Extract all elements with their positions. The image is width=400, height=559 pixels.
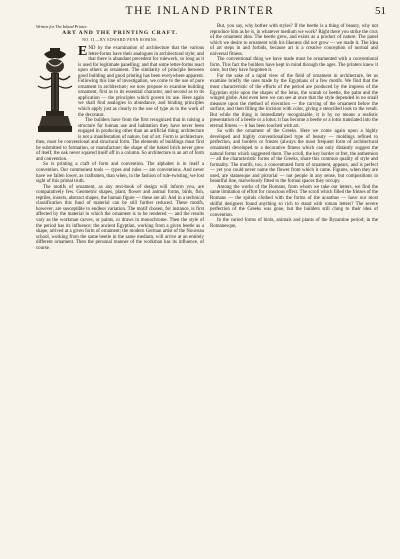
paragraph-text: ND by the examination of architecture that the various letter-forms have their analogues in architectural style; and that there is abundant precedent for rulework, so long as it is used for legitimate panelling; and that some letter-forms react upon others as ornament. The similarity of principle between good building and good printing has been everywhere apparent. Following this line of investigation, we come to the use of pure ornament in architecture; we now propose to examine building ornament, first as to its essential character, and second as to its application — the principles which govern its use. Here again we shall find analogies in abundance, and binding principles which apply just as clearly to the use of type as to the work of the decorator.: [78, 46, 204, 118]
paragraph: So with the ornament of the Greeks. Here we come again upon a highly developed and highly conventionalized type of beauty — moldings refined to perfection, and borders or friezes (always the most frequent form of architectural ornament) developed to a decorative fitness which can only distantly suggest the natural forms which suggested them. The scroll, the key border or fret, the anthemion — all the characteristic forms of the Greeks, share this common quality of style and formality. The motifs, too, a concentrated form of ornament, appears, and is perfect — yet you could never name the flower from which it came. Figures, when they are used, are statuesque and pictorial — not people in any sense, but compositions in beautiful line, marvelously fitted to the formal spaces they occupy.: [210, 129, 378, 185]
running-head: [0, 5, 400, 21]
paragraph: For the sake of a rapid view of the field of ornament in architecture, let us examine briefly the uses made by the Egyptians of a few motifs. We find that the most characteristic of the efforts of the period are produced by the impress of the Egyptian style upon the shapes of the lotus, the scarab or beetle, the palm and the winged globe. And even here we can see at once that the style depended in no small measure upon the method of execution — the carving of the ornament below the surface, and then filling the incision with color, giving a stencilled look to the result. But while the thing is immediately recognizable, it is by no means a realistic presentation of a beetle or a lotus; it has become a beetle or a lotus translated into the eternal fitness — it has been touched with art.: [210, 73, 378, 129]
paragraph: But, you say, why bother with styles? If the beetle is a thing of beauty, why not reproduce him as he is, in whatever medium we work? Right there you strike the crux of the ornament idea. The beetle grew, and exists as a product of nature. The panel which we desire to ornament with his likeness did not grow — we made it. The idea of art steps in and forbids, because art is a creative conception of normal and universal fitness.: [210, 24, 378, 57]
decorative-column-ornament-icon: [36, 46, 74, 136]
right-column: [210, 24, 378, 229]
author-line: NO. II.—BY EDWARD PENN ROBINS.: [82, 38, 158, 42]
paragraph: So is printing a craft of form and convention. The alphabet is in itself a convention. Our commonest tools — types and rules — are conventions. And never have we fallen lower, as craftsmen, than when, in the fashion of rule-twisting, we lost sight of this primal truth.: [36, 162, 204, 185]
paragraph: The builders have from the first recognized that in raising a structure for human use and habitation they have never been engaged in producing other than an artificial thing; architecture is not a manifestation of nature, but of art. Form is architecture, then, must be conventional and structural form. The elements of buildings must first be submitted to formation, or manufacture; the shape of the baked brick never grew of itself; the oak never squared itself off in a column. So architecture is an art of form and convention.: [36, 118, 204, 162]
byline: Written for The Inland Printer.: [36, 24, 88, 29]
paragraph: Among the works of the Romans, from whom we take our letters, we find the same limitation of effort for conscious effect. The scroll which filled the friezes of the Romans — the spirals clothed with the forms of the acanthus — have our most skilful designers found anything so rich to stand with roman letters? The severe perfection of the Greeks was gone, but the builders still clung to their idea of convention.: [210, 184, 378, 218]
running-head-title: THE INLAND PRINTER: [125, 5, 275, 17]
paragraph: In the varied forms of birds, animals and plants of the Byzantine period; in the Romanesque,: [210, 218, 378, 229]
drop-cap: E: [78, 44, 88, 59]
paragraph: The motifs of ornament, as any text-book of design will inform you, are comparatively few. Geometric shapes, plant, flower and animal forms, birds, fish, reptiles, insects, abstract shapes, the human figure — these are all. And in a technical classification this fund of material can be still further reduced. These motifs, however, are susceptible to endless variation. The motif chosen, for instance, is first affected by the material in which the ornament is to be rendered — and the results vary as the workman carves, or paints, or draws in monochrome. Then the style of the period has its influence; the ancient Egyptian, working from a given beetle as a shape, arrived at a given form of ornament; the modern German artist of the Nouveau school, working from the same beetle in the same medium, will arrive at an entirely different ornament. Then the personal manner of the workman has its influence, of course.: [36, 184, 204, 251]
page-number: 51: [375, 5, 386, 17]
paragraph: The conventional thing we have made must be ornamented with a conventional form. This fact the builders have kept in mind through the ages. The printers knew it once, but they have forgotten it.: [210, 57, 378, 74]
article-title: ART AND THE PRINTING CRAFT.: [62, 30, 178, 36]
left-column: [36, 24, 204, 251]
